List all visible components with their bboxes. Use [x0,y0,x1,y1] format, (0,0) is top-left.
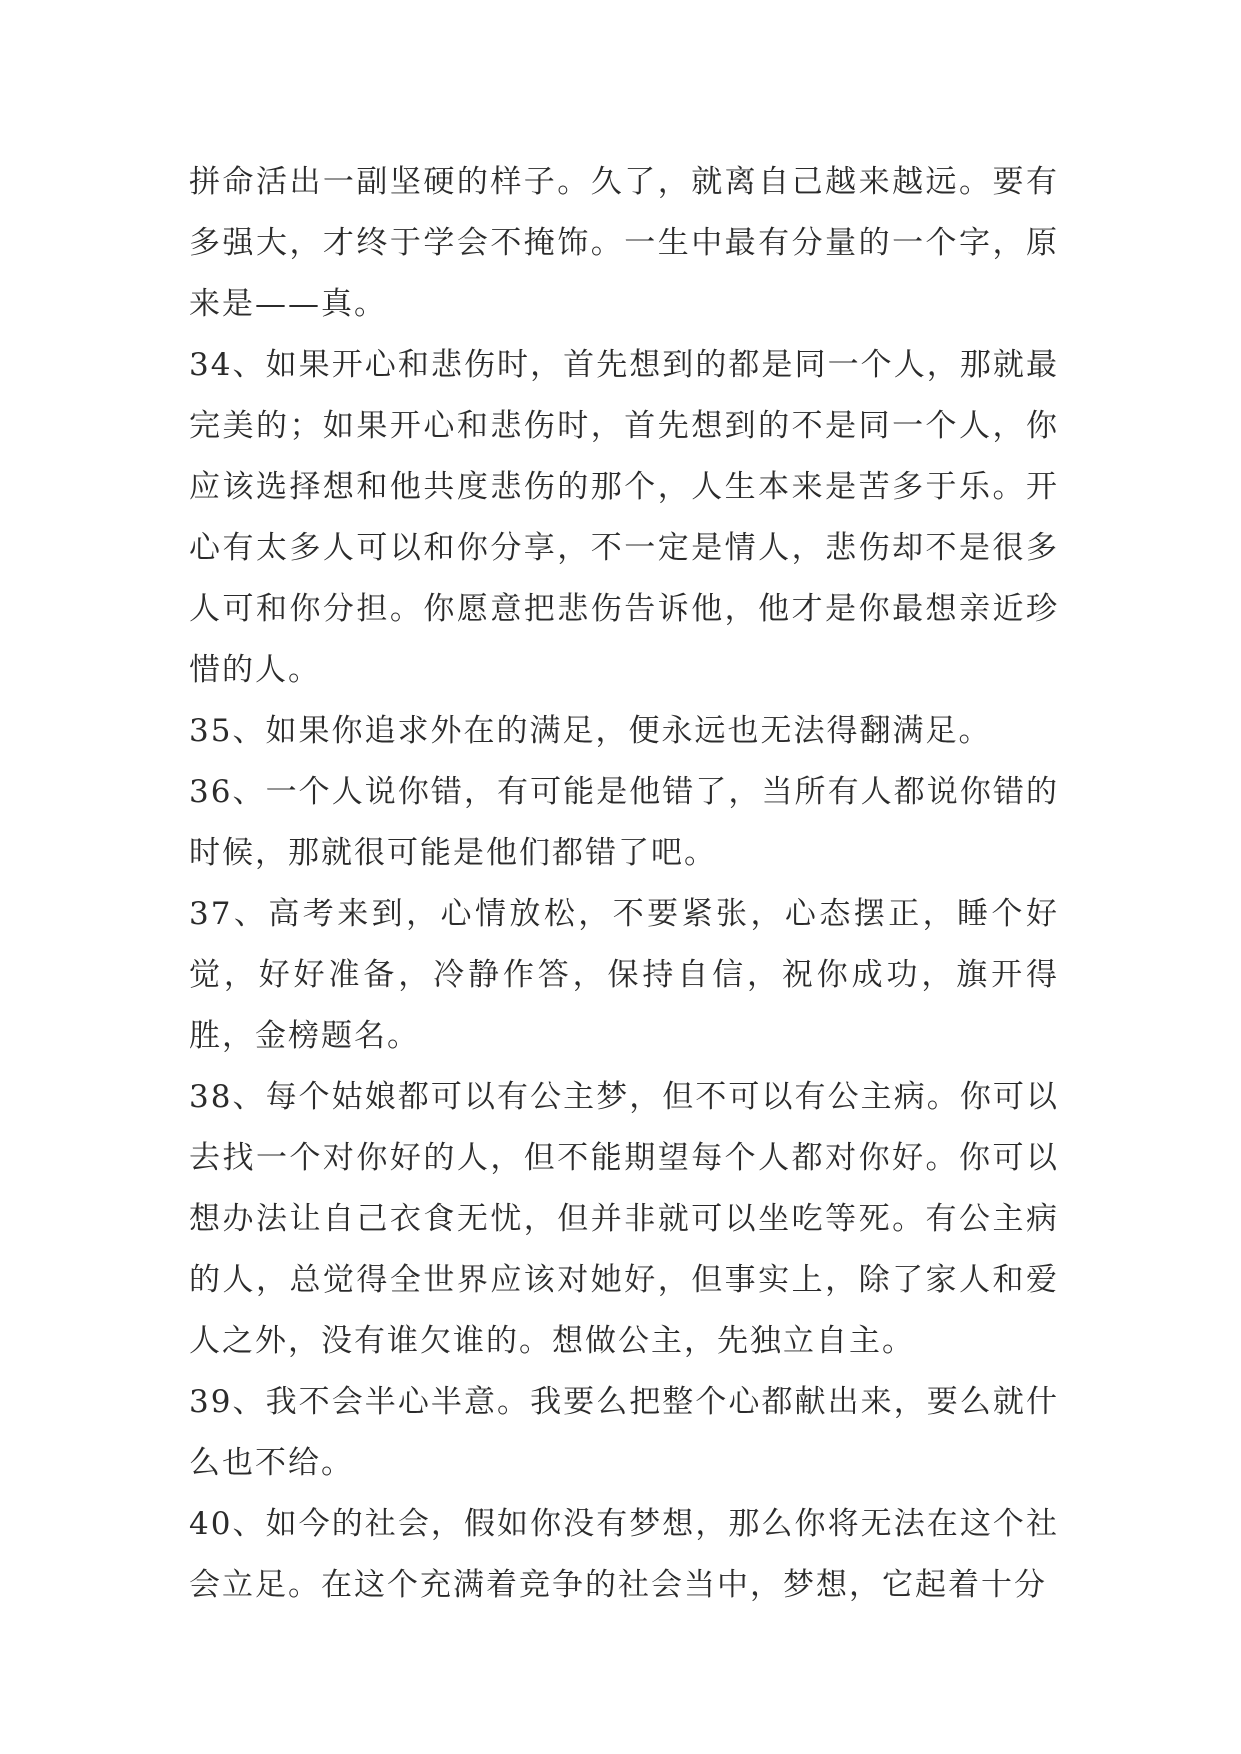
paragraph-38: 38、每个姑娘都可以有公主梦，但不可以有公主病。你可以去找一个对你好的人，但不能期望每个人都对你好。你可以想办法让自己衣食无忧，但并非就可以坐吃等死。有公主病的人，总觉得全世界应该对她好，但事实上，除了家人和爱人之外，没有谁欠谁的。想做公主，先独立自主。 [189,1079,1059,1359]
paragraph-36: 36、一个人说你错，有可能是他错了，当所有人都说你错的时候，那就很可能是他们都错了吧。 [189,774,1059,871]
document-body [189,152,1059,1616]
paragraph-continuation: 拼命活出一副坚硬的样子。久了，就离自己越来越远。要有多强大，才终于学会不掩饰。一生中最有分量的一个字，原来是——真。 [189,164,1059,322]
paragraph-37: 37、高考来到，心情放松，不要紧张，心态摆正，睡个好觉，好好准备，冷静作答，保持自信，祝你成功，旗开得胜，金榜题名。 [189,896,1059,1054]
paragraph-35: 35、如果你追求外在的满足，便永远也无法得翻满足。 [189,713,992,749]
paragraph-40: 40、如今的社会，假如你没有梦想，那么你将无法在这个社会立足。在这个充满着竞争的社会当中，梦想，它起着十分 [189,1506,1059,1603]
paragraph-39: 39、我不会半心半意。我要么把整个心都献出来，要么就什么也不给。 [189,1384,1059,1481]
paragraph-34: 34、如果开心和悲伤时，首先想到的都是同一个人，那就最完美的；如果开心和悲伤时，首先想到的不是同一个人，你应该选择想和他共度悲伤的那个，人生本来是苦多于乐。开心有太多人可以和你分享，不一定是情人，悲伤却不是很多人可和你分担。你愿意把悲伤告诉他，他才是你最想亲近珍惜的人。 [189,347,1059,688]
